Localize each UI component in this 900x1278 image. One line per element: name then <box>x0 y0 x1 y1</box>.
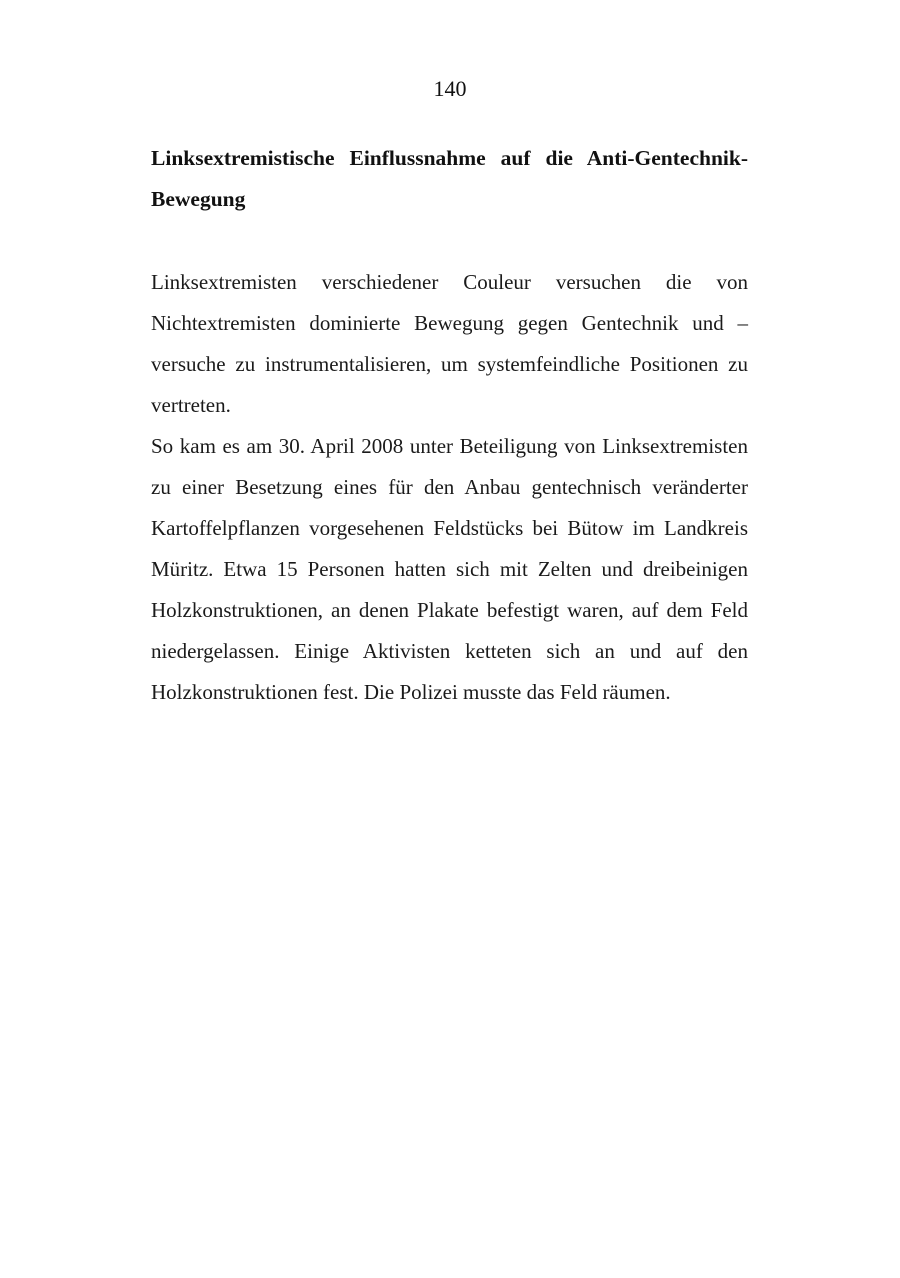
paragraph: So kam es am 30. April 2008 unter Beteiligung von Linksextremisten zu einer Besetzung eines für den Anbau gentechnisch veränderter Kartoffelpflanzen vorgesehenen Feldstücks bei Bütow im Landkreis Müritz. Etwa 15 Personen hatten sich mit Zelten und dreibeinigen Holzkonstruktionen, an denen Plakate befestigt waren, auf dem Feld niedergelassen. Einige Aktivisten ketteten sich an und auf den Holzkonstruktionen fest. Die Polizei musste das Feld räumen. <box>151 434 748 704</box>
page-number: 140 <box>433 76 467 101</box>
section-heading: Linksextremistische Einflussnahme auf die Anti-Gentechnik-Bewegung <box>151 146 748 211</box>
page-content <box>151 138 748 713</box>
paragraph: Linksextremisten verschiedener Couleur versuchen die von Nichtextremisten dominierte Bewegung gegen Gentechnik und –versuche zu instrumentalisieren, um systemfeindliche Positionen zu vertreten. <box>151 270 748 417</box>
